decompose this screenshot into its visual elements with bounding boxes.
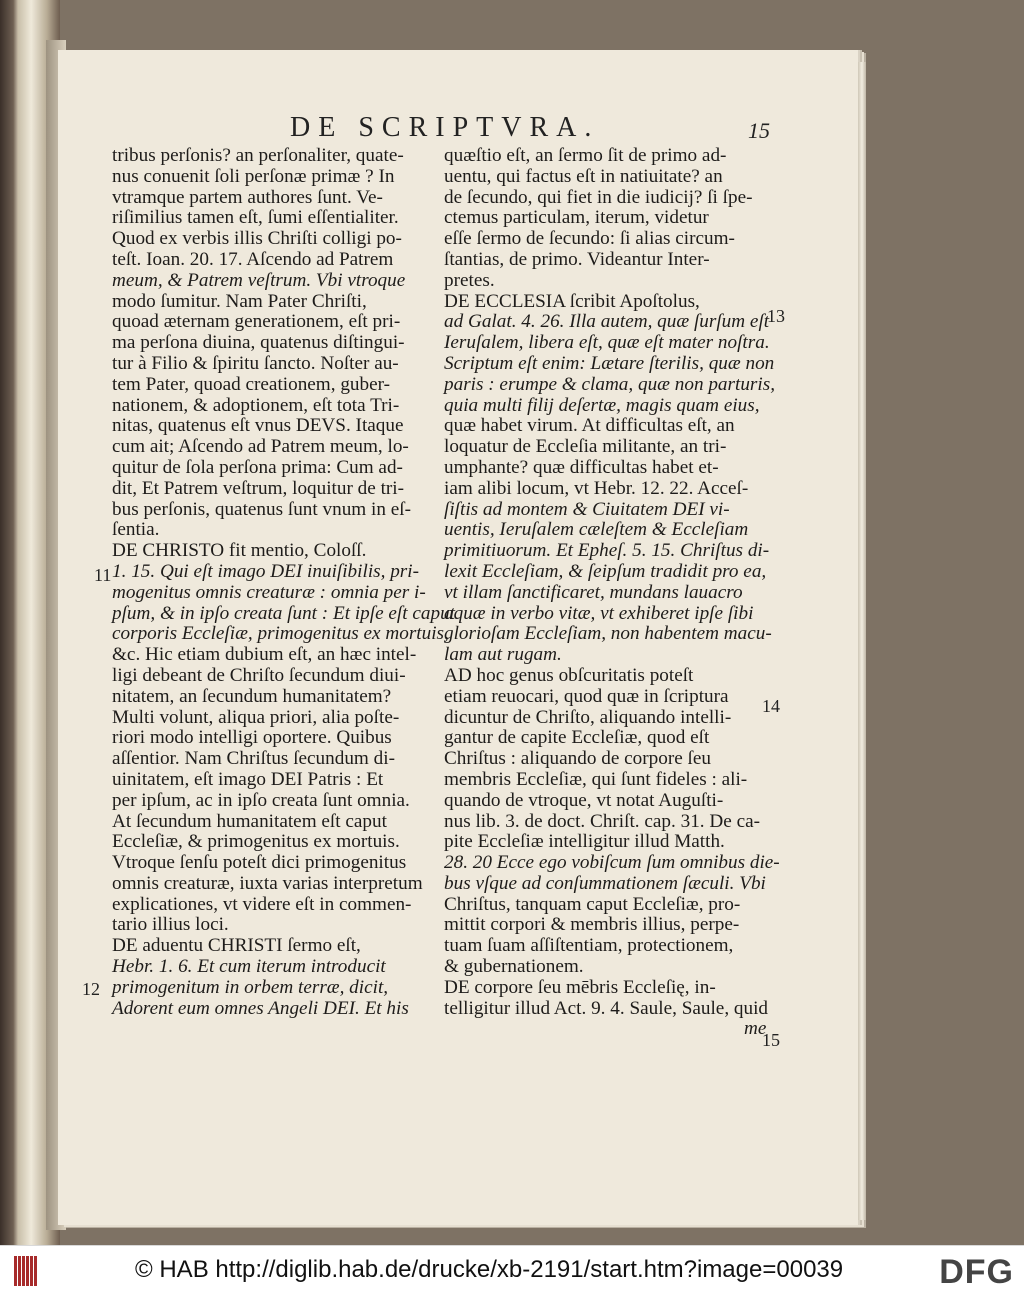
right-line: mittit corpori & membris illius, perpe-: [444, 914, 740, 936]
left-line: DE CHRISTO fit mentio, Coloſſ.: [112, 540, 367, 562]
left-line: quoad æternam generationem, eſt pri-: [112, 311, 401, 333]
left-line: nus conuenit ſoli perſonæ primæ ? In: [112, 165, 395, 187]
left-line: ligi debeant de Chriſto ſecundum diui-: [112, 664, 406, 686]
right-line: telligitur illud Act. 9. 4. Saule, Saule, quid: [444, 997, 769, 1019]
right-line: DE ECCLESIA ſcribit Apoſtolus,: [444, 290, 700, 312]
paragraph-number-13: 13: [767, 306, 785, 326]
left-column: [112, 145, 456, 1019]
left-line: 1. 15. Qui eſt imago DEI inuiſibilis, pri-: [112, 560, 419, 582]
right-line: quando de vtroque, vt notat Auguſti-: [444, 789, 724, 811]
right-line: lexit Eccleſiam, & ſeipſum tradidit pro ea,: [444, 560, 767, 582]
right-line: Ieruſalem, libera eſt, quæ eſt mater noſtra.: [444, 332, 770, 354]
dfg-badge: DFG: [939, 1253, 1014, 1291]
left-line: Adorent eum omnes Angeli DEI. Et his: [112, 997, 409, 1019]
paragraph-number-14: 14: [762, 696, 780, 716]
right-line: uentis, Ieruſalem cæleſtem & Eccleſiam: [444, 519, 749, 541]
right-line: glorioſam Eccleſiam, non habentem macu-: [444, 623, 772, 645]
right-line: AD hoc genus obſcuritatis poteſt: [444, 664, 694, 686]
right-line: Chriſtus, tanquam caput Eccleſiæ, pro-: [444, 893, 741, 915]
left-line: ma perſona diuina, quatenus diſtingui-: [112, 332, 405, 354]
left-line: cum ait; Aſcendo ad Patrem meum, lo-: [112, 436, 409, 458]
left-line: tario illius loci.: [112, 914, 229, 936]
right-line: lam aut rugam.: [444, 644, 562, 666]
right-line: membris Eccleſiæ, qui ſunt fideles : ali-: [444, 768, 748, 790]
left-line: ſentia.: [112, 519, 160, 541]
right-line: quæ habet virum. At difficultas eſt, an: [444, 415, 735, 437]
right-line: uentu, qui factus eſt in natiuitate? an: [444, 165, 723, 187]
viewer-footer: [0, 1245, 1024, 1296]
right-line: loquatur de Eccleſia militante, an tri-: [444, 436, 727, 458]
right-line: vt illam ſanctificaret, mundans lauacro: [444, 581, 743, 603]
right-line: bus vſque ad conſummationem ſæculi. Vbi: [444, 872, 766, 894]
right-line: de ſecundo, qui fiet in die iudicij? ſi ſpe-: [444, 186, 753, 208]
left-line: uinitatem, eſt imago DEI Patris : Et: [112, 768, 384, 790]
right-line: ſtantias, de primo. Videantur Inter-: [444, 248, 710, 270]
left-line: Vtroque ſenſu poteſt dici primogenitus: [112, 852, 407, 874]
left-line: explicationes, vt videre eſt in commen-: [112, 893, 412, 915]
left-line: tur à Filio & ſpiritu ſancto. Noſter au-: [112, 352, 399, 374]
left-line: dit, Et Patrem veſtrum, loquitur de tri-: [112, 477, 405, 499]
right-line: DE corpore ſeu mēbris Eccleſię, in-: [444, 976, 716, 998]
right-line: pite Eccleſiæ intelligitur illud Matth.: [444, 831, 725, 853]
right-line: quia multi filij deſertæ, magis quam eius,: [444, 394, 760, 416]
running-head: DE SCRIPTVRA.: [290, 112, 600, 143]
left-line: Multi volunt, aliqua priori, alia poſte-: [112, 706, 400, 728]
left-line: vtramque partem authores ſunt. Ve-: [112, 186, 383, 208]
left-line: Quod ex verbis illis Chriſti colligi po-: [112, 228, 402, 250]
left-line: quitur de ſola perſona prima: Cum ad-: [112, 456, 403, 478]
library-logo-icon: [14, 1256, 38, 1286]
folio-number: 15: [748, 118, 770, 143]
right-line: iam alibi locum, vt Hebr. 12. 22. Acceſ-: [444, 477, 749, 499]
left-line: DE aduentu CHRISTI ſermo eſt,: [112, 935, 361, 957]
left-line: meum, & Patrem veſtrum. Vbi vtroque: [112, 269, 406, 291]
left-line: At ſecundum humanitatem eſt caput: [112, 810, 387, 832]
left-line: modo ſumitur. Nam Pater Chriſti,: [112, 290, 367, 312]
right-line: & gubernationem.: [444, 956, 584, 978]
right-line: paris : erumpe & clama, quæ non parturis,: [444, 373, 775, 395]
left-line: nitas, quatenus eſt vnus DEVS. Itaque: [112, 415, 404, 437]
left-line: nationem, & adoptionem, eſt tota Tri-: [112, 394, 400, 416]
left-line: aſſentior. Nam Chriſtus ſecundum di-: [112, 748, 395, 770]
left-line: pſum, & in ipſo creata ſunt : Et ipſe eſt caput: [112, 602, 456, 624]
right-line: tuam ſuam aſſiſtentiam, protectionem,: [444, 935, 734, 957]
right-line: aquæ in verbo vitæ, vt exhiberet ipſe ſibi: [444, 602, 754, 624]
right-line: etiam reuocari, quod quæ in ſcriptura: [444, 685, 729, 707]
left-line: teſt. Ioan. 20. 17. Aſcendo ad Patrem: [112, 248, 394, 270]
right-line: Scriptum eſt enim: Lætare ſterilis, quæ non: [444, 352, 775, 374]
left-line: riori modo intelligi oportere. Quibus: [112, 727, 392, 749]
right-line: 28. 20 Ecce ego vobiſcum ſum omnibus die-: [444, 852, 780, 874]
page-edge-shadow: [858, 62, 866, 1220]
left-line: &c. Hic etiam dubium eſt, an hæc intel-: [112, 644, 417, 666]
left-line: mogenitus omnis creaturæ : omnia per i-: [112, 581, 426, 603]
right-line: eſſe ſermo de ſecundo: ſi alias circum-: [444, 228, 735, 250]
left-line: Hebr. 1. 6. Et cum iterum introducit: [112, 956, 386, 978]
right-line: dicuntur de Chriſto, aliquando intelli-: [444, 706, 732, 728]
left-line: tem Pater, quoad creationem, guber-: [112, 373, 391, 395]
right-line: ſiſtis ad montem & Ciuitatem DEI vi-: [444, 498, 730, 520]
right-line: umphante? quæ difficultas habet et-: [444, 456, 719, 478]
catchword: me: [744, 1018, 767, 1040]
left-line: bus perſonis, quatenus ſunt vnum in eſ-: [112, 498, 411, 520]
left-line: per ipſum, ac in ipſo creata ſunt omnia.: [112, 789, 410, 811]
right-line: ctemus particulam, iterum, videtur: [444, 207, 709, 229]
right-line: ad Galat. 4. 26. Illa autem, quæ ſurſum eſt: [444, 311, 770, 333]
right-line: primitiuorum. Et Epheſ. 5. 15. Chriſtus di-: [444, 540, 770, 562]
paragraph-number-15: 15: [762, 1030, 780, 1050]
right-line: quæſtio eſt, an ſermo ſit de primo ad-: [444, 145, 727, 166]
left-line: corporis Eccleſiæ, primogenitus ex mortuis,: [112, 623, 449, 645]
left-line: omnis creaturæ, iuxta varias interpretum: [112, 872, 423, 894]
left-line: tribus perſonis? an perſonaliter, quate-: [112, 145, 404, 166]
right-line: pretes.: [444, 269, 495, 291]
left-line: nitatem, an ſecundum humanitatem?: [112, 685, 392, 707]
left-line: Eccleſiæ, & primogenitus ex mortuis.: [112, 831, 400, 853]
source-url[interactable]: © HAB http://diglib.hab.de/drucke/xb-2191/start.htm?image=00039: [135, 1256, 844, 1283]
right-line: gantur de capite Eccleſiæ, quod eſt: [444, 727, 710, 749]
paragraph-number-12: 12: [82, 979, 100, 999]
paragraph-number-11: 11: [94, 565, 112, 585]
right-line: Chriſtus : aliquando de corpore ſeu: [444, 748, 711, 770]
left-line: riſimilius tamen eſt, ſumi eſſentialiter.: [112, 207, 399, 229]
right-line: nus lib. 3. de doct. Chriſt. cap. 31. De ca-: [444, 810, 760, 832]
left-line: primogenitum in orbem terræ, dicit,: [112, 976, 389, 998]
